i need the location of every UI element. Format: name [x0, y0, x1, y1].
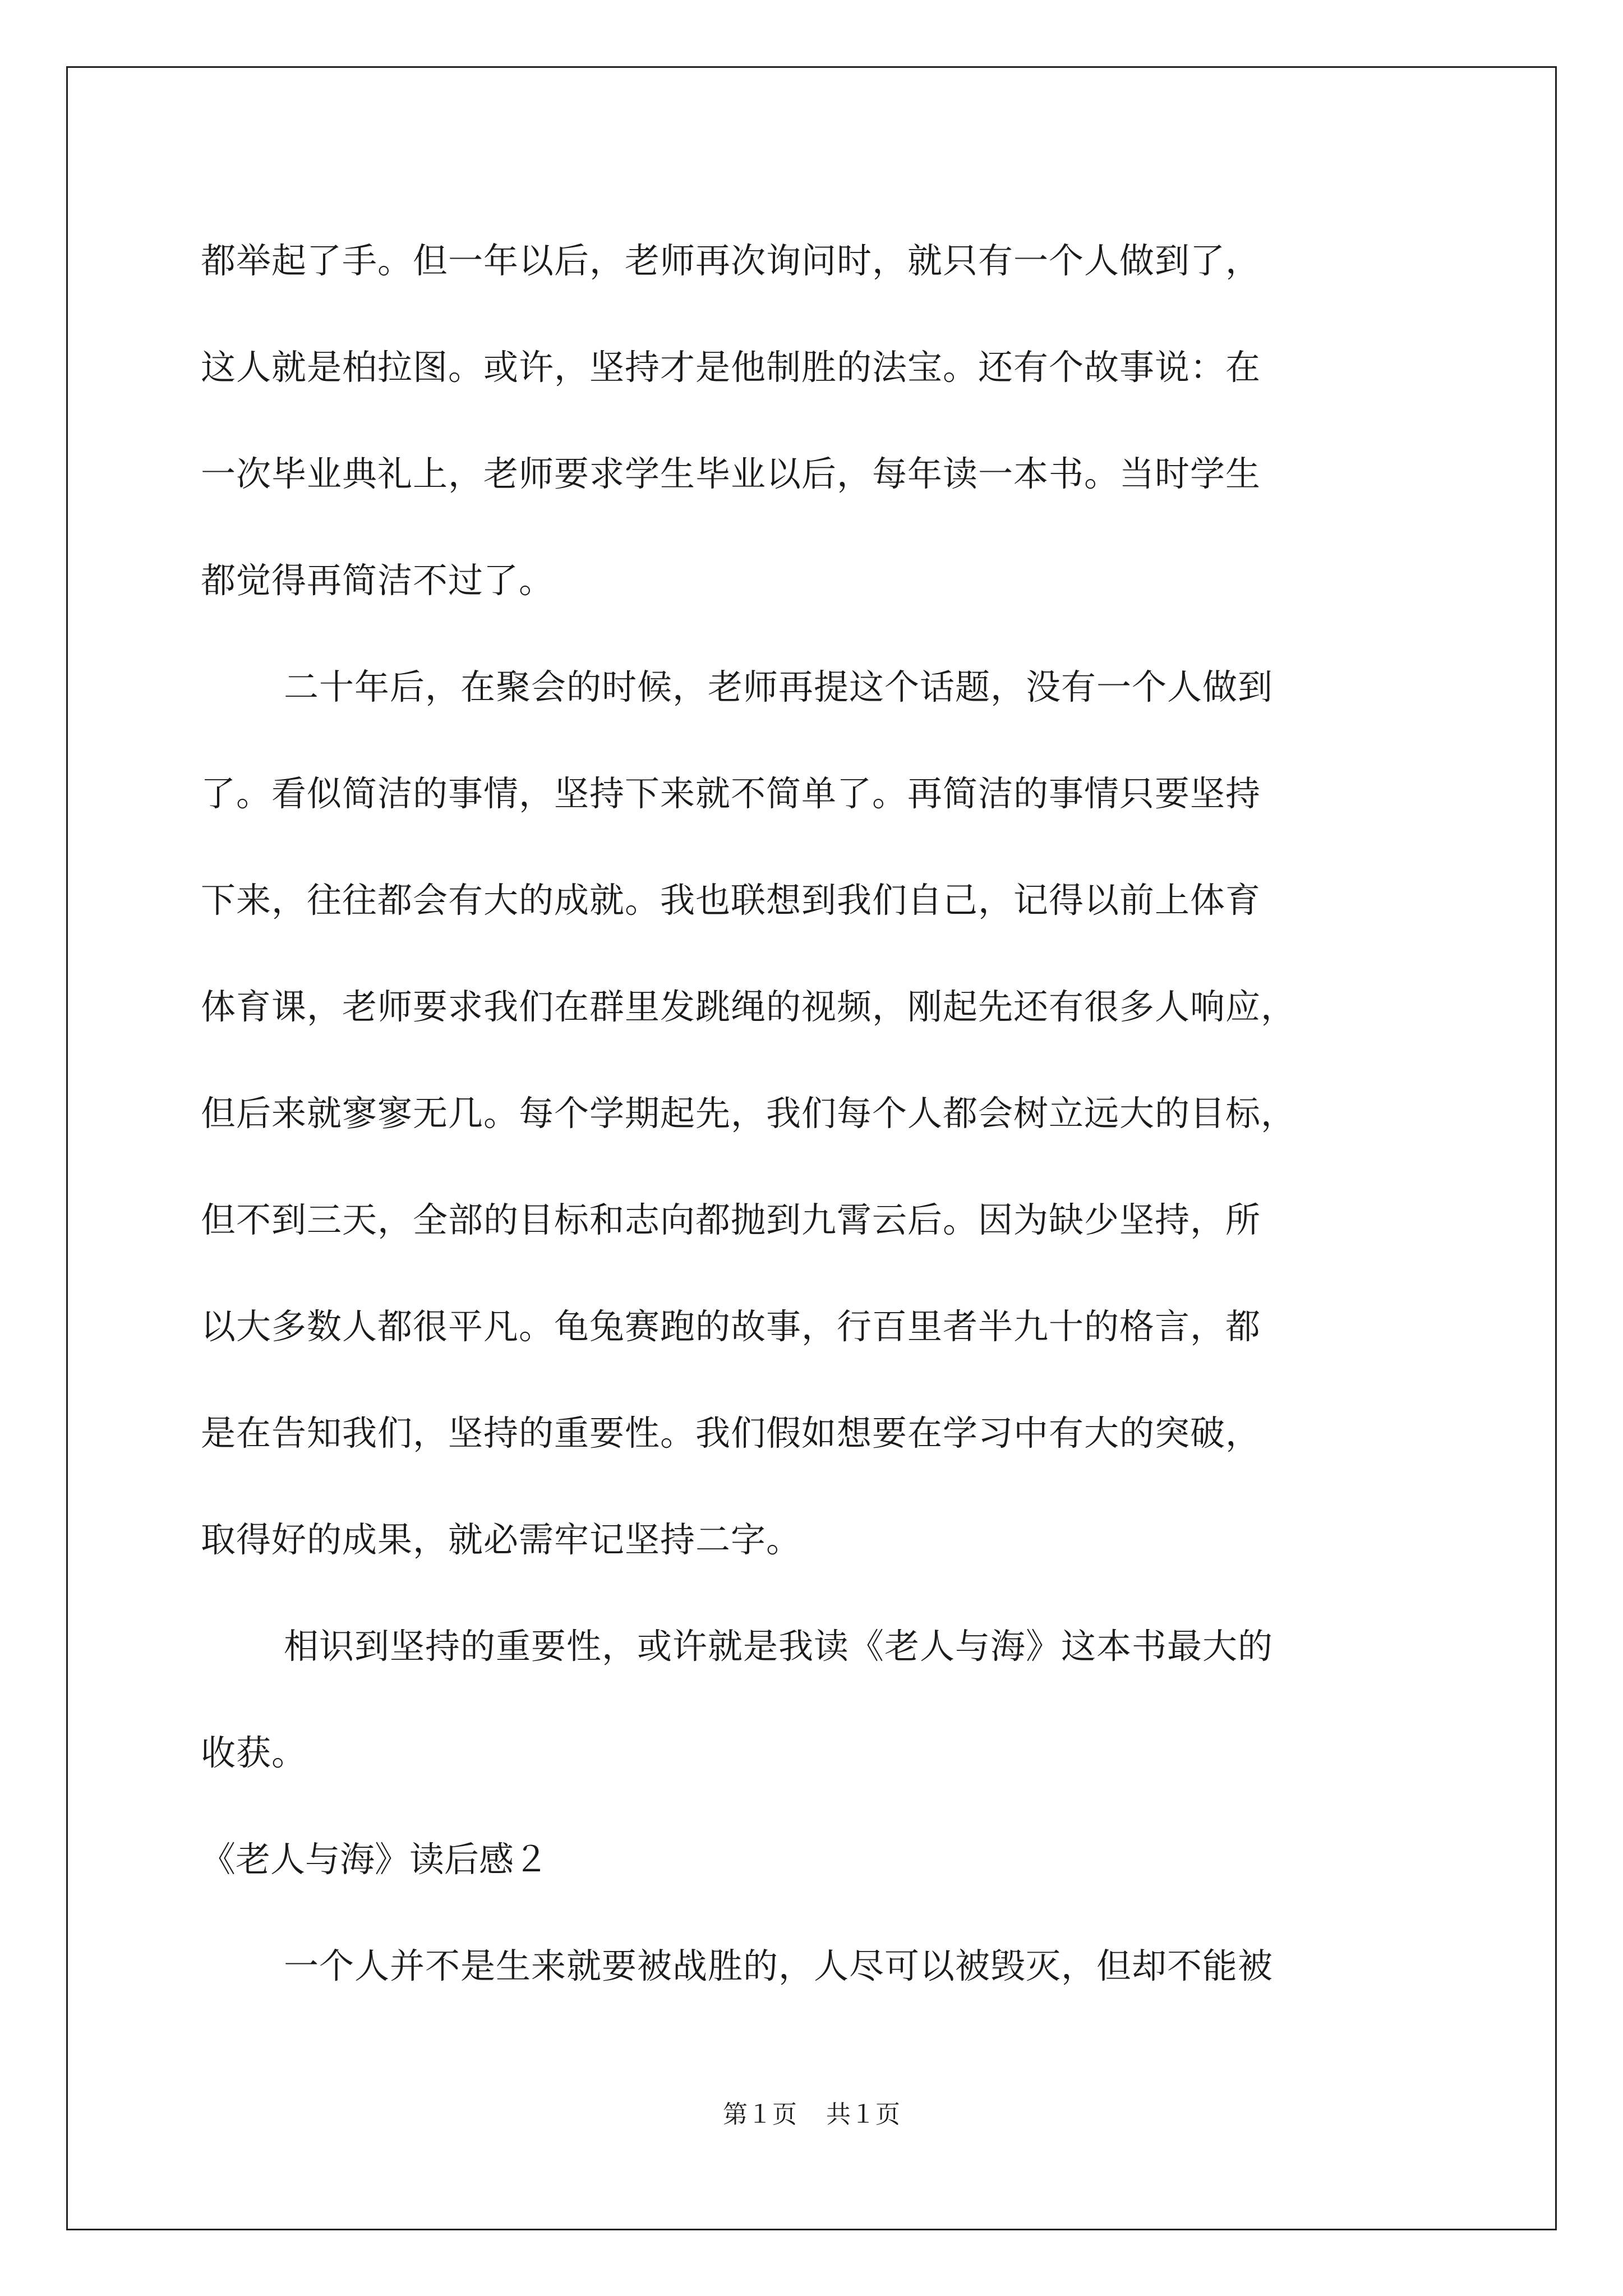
text-line-8: 体育课，老师要求我们在群里发跳绳的视频，刚起先还有很多人响应， [201, 986, 1297, 1027]
text-line-9: 但后来就寥寥无几。每个学期起先，我们每个人都会树立远大的目标， [201, 1093, 1297, 1134]
page-footer [0, 2098, 1623, 2132]
text-line-2: 这人就是柏拉图。或许，坚持才是他制胜的法宝。还有个故事说：在 [201, 347, 1261, 388]
text-line-last: 一个人并不是生来就要被战胜的，人尽可以被毁灭，但却不能被 [284, 1945, 1274, 1986]
text-line-10: 但不到三天，全部的目标和志向都抛到九霄云后。因为缺少坚持，所 [201, 1199, 1261, 1240]
text-line-7: 下来，往往都会有大的成就。我也联想到我们自己，记得以前上体育 [201, 880, 1261, 921]
text-line-6: 了。看似简洁的事情，坚持下来就不简单了。再简洁的事情只要坚持 [201, 773, 1261, 814]
text-line-4: 都觉得再简洁不过了。 [201, 560, 555, 601]
page-number-total: 共１页 [826, 2100, 900, 2129]
text-line-12: 是在告知我们，坚持的重要性。我们假如想要在学习中有大的突破， [201, 1412, 1261, 1453]
text-line-5: 二十年后，在聚会的时候，老师再提这个话题，没有一个人做到 [284, 666, 1274, 707]
text-line-15: 收获。 [201, 1732, 307, 1773]
document-body [201, 208, 1435, 2019]
text-line-1: 都举起了手。但一年以后，老师再次询问时，就只有一个人做到了， [201, 240, 1261, 281]
section-heading: 《老人与海》读后感２ [201, 1839, 549, 1880]
text-line-13: 取得好的成果，就必需牢记坚持二字。 [201, 1519, 802, 1560]
text-line-11: 以大多数人都很平凡。龟兔赛跑的故事，行百里者半九十的格言，都 [201, 1306, 1261, 1347]
text-line-3: 一次毕业典礼上，老师要求学生毕业以后，每年读一本书。当时学生 [201, 453, 1261, 494]
text-line-14: 相识到坚持的重要性，或许就是我读《老人与海》这本书最大的 [284, 1626, 1274, 1667]
page-number-current: 第１页 [723, 2100, 797, 2129]
